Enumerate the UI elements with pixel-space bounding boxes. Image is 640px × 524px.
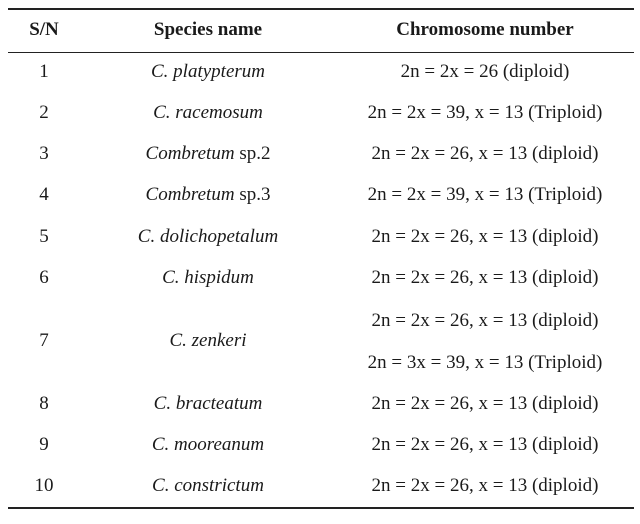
row-10-species-italic: C. constrictum (152, 475, 264, 496)
row-9-chromosome: 2n = 2x = 26, x = 13 (diploid) (371, 434, 599, 455)
row-2-species-italic: C. racemosum (153, 102, 263, 123)
row-2-species (80, 102, 336, 124)
row-3-species-rest: sp.2 (234, 143, 271, 164)
header-chromosome-number: Chromosome number (396, 19, 574, 40)
row-7-chromosome-2: 2n = 3x = 39, x = 13 (Triploid) (367, 352, 603, 373)
row-2-sn: 2 (39, 102, 49, 123)
row-4-species (80, 184, 336, 206)
chromosome-table (8, 0, 634, 516)
row-7-species-italic: C. zenkeri (169, 330, 247, 351)
row-1-sn: 1 (39, 61, 49, 82)
table-header-rule (8, 52, 634, 53)
row-5-chromosome: 2n = 2x = 26, x = 13 (diploid) (371, 226, 599, 247)
row-6-species-italic: C. hispidum (162, 267, 254, 288)
row-4-sn: 4 (39, 184, 49, 205)
row-1-chromosome: 2n = 2x = 26 (diploid) (400, 61, 570, 82)
row-4-species-italic: Combretum (145, 184, 235, 205)
row-8-sn: 8 (39, 393, 49, 414)
row-1-species-italic: C. platypterum (151, 61, 265, 82)
row-7-sn: 7 (39, 330, 49, 351)
row-6-species (80, 267, 336, 289)
row-5-species-italic: C. dolichopetalum (137, 226, 279, 247)
row-6-chromosome: 2n = 2x = 26, x = 13 (diploid) (371, 267, 599, 288)
row-7-chromosome: 2n = 2x = 26, x = 13 (diploid) (371, 310, 599, 331)
row-5-species (80, 226, 336, 248)
row-10-species (80, 475, 336, 497)
row-3-species-italic: Combretum (145, 143, 235, 164)
row-8-species-italic: C. bracteatum (153, 393, 263, 414)
row-3-chromosome: 2n = 2x = 26, x = 13 (diploid) (371, 143, 599, 164)
row-8-species (80, 393, 336, 415)
header-sn: S/N (29, 19, 59, 40)
row-8-chromosome: 2n = 2x = 26, x = 13 (diploid) (371, 393, 599, 414)
row-6-sn: 6 (39, 267, 49, 288)
row-7-species (80, 330, 336, 352)
row-3-species (80, 143, 336, 165)
header-species-name: Species name (153, 19, 263, 40)
row-10-chromosome: 2n = 2x = 26, x = 13 (diploid) (371, 475, 599, 496)
table-top-rule (8, 8, 634, 10)
row-4-chromosome: 2n = 2x = 39, x = 13 (Triploid) (367, 184, 603, 205)
row-1-species (80, 61, 336, 83)
row-9-sn: 9 (39, 434, 49, 455)
row-9-species (80, 434, 336, 456)
table-bottom-rule (8, 507, 634, 509)
row-3-sn: 3 (39, 143, 49, 164)
row-9-species-italic: C. mooreanum (151, 434, 265, 455)
row-2-chromosome: 2n = 2x = 39, x = 13 (Triploid) (367, 102, 603, 123)
row-5-sn: 5 (39, 226, 49, 247)
row-10-sn: 10 (34, 475, 54, 496)
row-4-species-rest: sp.3 (234, 184, 271, 205)
